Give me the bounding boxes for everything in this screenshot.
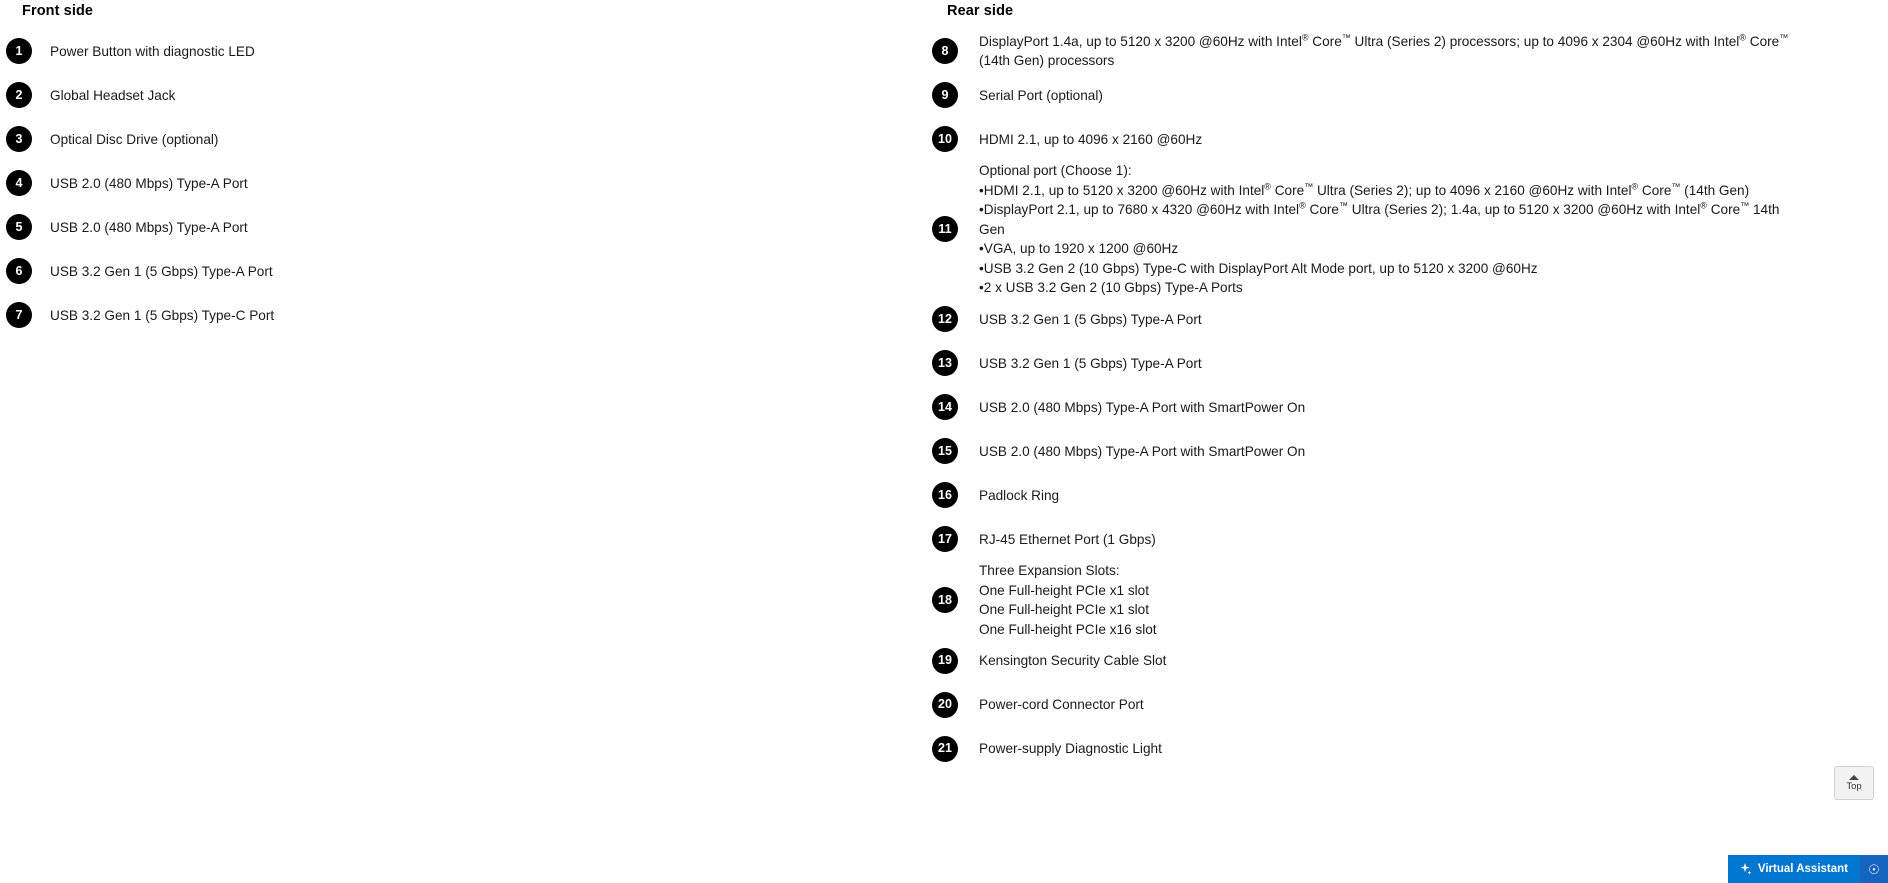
front-side-column: [0, 0, 930, 337]
callout-label-line: •VGA, up to 1920 x 1200 @60Hz: [979, 241, 1179, 256]
callout-label-line: DisplayPort 1.4a, up to 5120 x 3200 @60Hz with Intel® Core™ Ultra (Series 2) processors; up to 4096 x 2304 @60Hz with Intel® Core™: [979, 32, 1789, 49]
list-item: [930, 341, 1870, 385]
callout-label: [958, 310, 1870, 329]
callout-label: [32, 86, 930, 105]
callout-label: [958, 354, 1870, 373]
callout-label: [958, 130, 1870, 149]
callout-label-line: Optional port (Choose 1):: [979, 163, 1132, 178]
list-item-inner: [930, 473, 1870, 517]
assistant-bar: [1728, 855, 1888, 883]
sparkle-icon: [1738, 862, 1752, 876]
callout-label: [958, 398, 1870, 417]
rear-side-heading: Rear side: [947, 3, 1014, 19]
callout-number-badge: 4: [6, 170, 32, 196]
callout-label: [958, 561, 1870, 639]
callout-label-line: USB 3.2 Gen 1 (5 Gbps) Type-C Port: [50, 307, 275, 323]
callout-label-line: One Full-height PCIe x16 slot: [979, 621, 1157, 637]
callout-label-line: •DisplayPort 2.1, up to 7680 x 4320 @60Hz with Intel® Core™ Ultra (Series 2); 1.4a, up to 5120 x 3200 @60Hz with Intel® Core™ 14th: [979, 200, 1780, 217]
list-item-inner: [0, 205, 930, 249]
list-item-inner: [0, 249, 930, 293]
list-item: [930, 561, 1870, 639]
callout-label: [958, 695, 1870, 714]
front-side-heading: Front side: [22, 3, 94, 19]
callout-number-badge: 6: [6, 258, 32, 284]
callout-number-badge: 14: [932, 394, 958, 420]
callout-label-line: •2 x USB 3.2 Gen 2 (10 Gbps) Type-A Ports: [979, 280, 1243, 295]
callout-number-badge: 3: [6, 126, 32, 152]
callout-label-line: USB 3.2 Gen 1 (5 Gbps) Type-A Port: [50, 263, 273, 279]
callout-label: [32, 306, 930, 325]
list-item: [930, 639, 1870, 683]
callout-number-badge: 20: [932, 692, 958, 718]
list-item-inner: [0, 117, 930, 161]
callout-label-line: USB 2.0 (480 Mbps) Type-A Port: [50, 175, 248, 191]
list-item: [930, 517, 1870, 561]
callout-number-badge: 1: [6, 38, 32, 64]
list-item: [930, 117, 1870, 161]
callout-label: [32, 174, 930, 193]
callout-label-line: Three Expansion Slots:: [979, 563, 1120, 578]
list-item-inner: [930, 639, 1870, 683]
callout-number-badge: 5: [6, 214, 32, 240]
callout-label: [958, 651, 1870, 670]
callout-label-line: Gen: [979, 221, 1005, 237]
callout-label: [958, 442, 1870, 461]
callout-label-line: Global Headset Jack: [50, 87, 176, 103]
callout-label-line: One Full-height PCIe x1 slot: [979, 582, 1150, 598]
callout-number-badge: 10: [932, 126, 958, 152]
callout-label-line: RJ-45 Ethernet Port (1 Gbps): [979, 531, 1156, 547]
callout-number-badge: 19: [932, 648, 958, 674]
list-item: [0, 249, 930, 293]
support-headset-button[interactable]: [1860, 855, 1888, 883]
back-to-top-button[interactable]: [1834, 766, 1874, 800]
callout-number-badge: 12: [932, 306, 958, 332]
callout-label: [958, 32, 1870, 71]
callout-number-badge: 18: [932, 587, 958, 613]
list-item-inner: [930, 385, 1870, 429]
callout-label-line: Power Button with diagnostic LED: [50, 43, 255, 59]
callout-number-badge: 21: [932, 736, 958, 762]
callout-label: [32, 130, 930, 149]
callout-number-badge: 7: [6, 302, 32, 328]
list-item-inner: [930, 727, 1870, 771]
list-item: [930, 161, 1870, 297]
callout-label-line: USB 3.2 Gen 1 (5 Gbps) Type-A Port: [979, 355, 1202, 371]
callout-number-badge: 15: [932, 438, 958, 464]
list-item-inner: [0, 293, 930, 337]
back-to-top-label: Top: [1846, 780, 1862, 792]
list-item-inner: [930, 517, 1870, 561]
callout-label-line: One Full-height PCIe x1 slot: [979, 602, 1150, 617]
callout-number-badge: 2: [6, 82, 32, 108]
callout-label-line: Power-supply Diagnostic Light: [979, 741, 1162, 756]
list-item: [930, 683, 1870, 727]
callout-label-line: USB 2.0 (480 Mbps) Type-A Port with SmartPower On: [979, 399, 1306, 415]
list-item-inner: [930, 341, 1870, 385]
callout-number-badge: 8: [932, 38, 958, 64]
list-item: [0, 205, 930, 249]
callout-label: [958, 486, 1870, 505]
callout-number-badge: 13: [932, 350, 958, 376]
list-item-inner: [930, 429, 1870, 473]
front-side-list: [0, 29, 930, 337]
list-item: [0, 161, 930, 205]
callout-label-line: HDMI 2.1, up to 4096 x 2160 @60Hz: [979, 131, 1203, 147]
list-item: [930, 727, 1870, 771]
callout-label: [32, 262, 930, 281]
rear-side-list: [930, 29, 1870, 771]
virtual-assistant-label: Virtual Assistant: [1757, 863, 1848, 875]
callout-number-badge: 17: [932, 526, 958, 552]
list-item: [0, 29, 930, 73]
callout-label: [958, 739, 1870, 758]
callout-label: [958, 86, 1870, 105]
callout-label-line: (14th Gen) processors: [979, 53, 1115, 69]
list-item: [930, 473, 1870, 517]
list-item-inner: [930, 117, 1870, 161]
callout-label: [958, 161, 1870, 297]
list-item: [930, 297, 1870, 341]
callout-label-line: USB 2.0 (480 Mbps) Type-A Port: [50, 219, 248, 235]
list-item: [0, 117, 930, 161]
list-item: [930, 29, 1870, 73]
callout-number-badge: 11: [932, 216, 958, 242]
list-item-inner: [0, 73, 930, 117]
callout-label-line: Optical Disc Drive (optional): [50, 131, 219, 147]
list-item: [930, 429, 1870, 473]
callout-label-line: USB 3.2 Gen 1 (5 Gbps) Type-A Port: [979, 311, 1202, 327]
callout-label: [32, 218, 930, 237]
list-item-inner: [0, 161, 930, 205]
list-item-inner: [930, 161, 1870, 297]
callout-label-line: •HDMI 2.1, up to 5120 x 3200 @60Hz with Intel® Core™ Ultra (Series 2); up to 4096 x 2160 @60Hz with Intel® Core™ (14th Gen): [979, 180, 1750, 198]
list-item-inner: [930, 29, 1870, 73]
callout-label-line: Serial Port (optional): [979, 87, 1103, 103]
list-item: [930, 73, 1870, 117]
list-item: [0, 73, 930, 117]
callout-label-line: Power-cord Connector Port: [979, 697, 1144, 712]
list-item-inner: [930, 683, 1870, 727]
callout-label-line: •USB 3.2 Gen 2 (10 Gbps) Type-C with DisplayPort Alt Mode port, up to 5120 x 3200 @60Hz: [979, 260, 1538, 276]
list-item-inner: [930, 561, 1870, 639]
callout-label-line: USB 2.0 (480 Mbps) Type-A Port with SmartPower On: [979, 443, 1306, 459]
chevron-up-icon: [1849, 775, 1859, 780]
list-item: [0, 293, 930, 337]
list-item-inner: [930, 73, 1870, 117]
list-item-inner: [930, 297, 1870, 341]
callout-label-line: Kensington Security Cable Slot: [979, 653, 1167, 668]
callout-label: [32, 42, 930, 61]
virtual-assistant-button[interactable]: [1728, 855, 1860, 883]
list-item-inner: [0, 29, 930, 73]
callout-label-line: Padlock Ring: [979, 487, 1060, 503]
headset-icon: ☉: [1868, 861, 1880, 877]
rear-side-column: [930, 0, 1870, 771]
callout-number-badge: 9: [932, 82, 958, 108]
list-item: [930, 385, 1870, 429]
callout-label: [958, 530, 1870, 549]
callout-number-badge: 16: [932, 482, 958, 508]
